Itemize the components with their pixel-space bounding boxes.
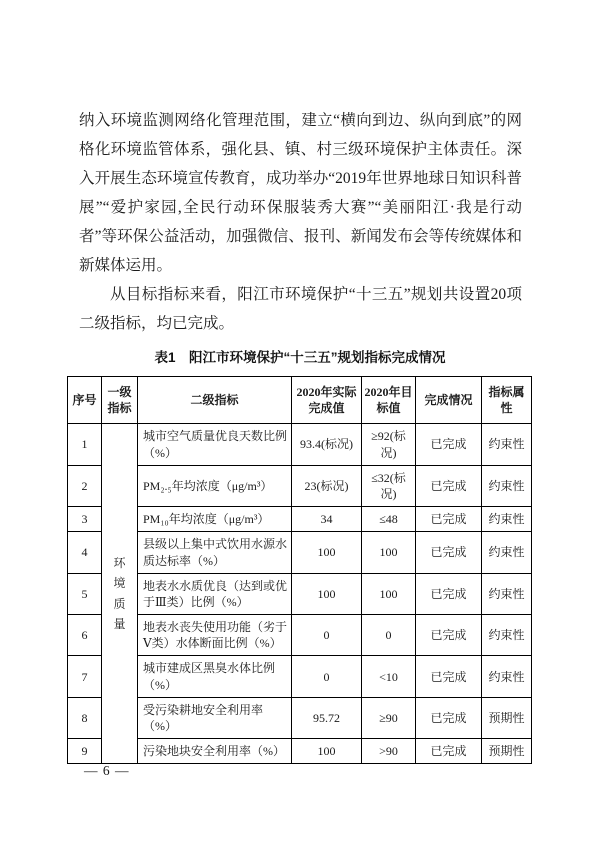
cell-no: 2 bbox=[68, 465, 102, 506]
cell-actual-value: 100 bbox=[292, 532, 362, 573]
cell-status: 已完成 bbox=[416, 465, 482, 506]
cell-attribute: 约束性 bbox=[482, 424, 532, 465]
cell-status: 已完成 bbox=[416, 507, 482, 532]
cell-status: 已完成 bbox=[416, 424, 482, 465]
cell-target-value: >90 bbox=[362, 739, 416, 764]
table-row bbox=[68, 507, 532, 532]
cell-status: 已完成 bbox=[416, 739, 482, 764]
cell-actual-value: 100 bbox=[292, 739, 362, 764]
cell-target-value: ≥92(标况) bbox=[362, 424, 416, 465]
cell-actual-value: 93.4(标况) bbox=[292, 424, 362, 465]
table-row bbox=[68, 615, 532, 656]
col-header-primary: 一级指标 bbox=[102, 377, 138, 424]
table-row bbox=[68, 573, 532, 614]
table-row bbox=[68, 697, 532, 738]
cell-no: 6 bbox=[68, 615, 102, 656]
table-row bbox=[68, 532, 532, 573]
cell-no: 3 bbox=[68, 507, 102, 532]
cell-status: 已完成 bbox=[416, 532, 482, 573]
cell-no: 9 bbox=[68, 739, 102, 764]
cell-no: 1 bbox=[68, 424, 102, 465]
cell-status: 已完成 bbox=[416, 656, 482, 697]
table-title: 表1 阳江市环境保护“十三五”规划指标完成情况 bbox=[154, 350, 446, 365]
table-row bbox=[68, 424, 532, 465]
cell-secondary-indicator: 地表水丧失使用功能（劣于Ⅴ类）水体断面比例（%） bbox=[138, 615, 292, 656]
cell-actual-value: 0 bbox=[292, 615, 362, 656]
cell-secondary-indicator: 受污染耕地安全利用率（%） bbox=[138, 697, 292, 738]
body-text-block bbox=[79, 106, 522, 338]
cell-actual-value: 95.72 bbox=[292, 697, 362, 738]
table-row bbox=[68, 465, 532, 506]
cell-attribute: 约束性 bbox=[482, 573, 532, 614]
cell-secondary-indicator: 县级以上集中式饮用水源水质达标率（%） bbox=[138, 532, 292, 573]
cell-actual-value: 23(标况) bbox=[292, 465, 362, 506]
cell-secondary-indicator: 污染地块安全利用率（%） bbox=[138, 739, 292, 764]
table-row bbox=[68, 739, 532, 764]
table-body bbox=[68, 424, 532, 764]
cell-status: 已完成 bbox=[416, 697, 482, 738]
cell-no: 5 bbox=[68, 573, 102, 614]
cell-target-value: 100 bbox=[362, 573, 416, 614]
primary-indicator-label: 环境质量 bbox=[113, 556, 126, 632]
cell-status: 已完成 bbox=[416, 573, 482, 614]
cell-attribute: 约束性 bbox=[482, 532, 532, 573]
cell-attribute: 预期性 bbox=[482, 697, 532, 738]
indicators-table bbox=[67, 376, 532, 764]
cell-status: 已完成 bbox=[416, 615, 482, 656]
table-header-row bbox=[68, 377, 532, 424]
cell-actual-value: 0 bbox=[292, 656, 362, 697]
cell-target-value: ≥90 bbox=[362, 697, 416, 738]
cell-secondary-indicator: PM₁₀年均浓度（μg/m³） bbox=[138, 507, 292, 532]
cell-target-value: ≤32(标况) bbox=[362, 465, 416, 506]
cell-target-value: 0 bbox=[362, 615, 416, 656]
cell-attribute: 约束性 bbox=[482, 507, 532, 532]
cell-primary-indicator bbox=[102, 424, 138, 764]
cell-target-value: <10 bbox=[362, 656, 416, 697]
col-header-secondary: 二级指标 bbox=[138, 377, 292, 424]
col-header-no: 序号 bbox=[68, 377, 102, 424]
col-header-attribute: 指标属性 bbox=[482, 377, 532, 424]
cell-target-value: 100 bbox=[362, 532, 416, 573]
col-header-target: 2020年目标值 bbox=[362, 377, 416, 424]
table-header bbox=[68, 377, 532, 424]
table-row bbox=[68, 656, 532, 697]
paragraph-1: 纳入环境监测网络化管理范围，建立“横向到边、纵向到底”的网格化环境监管体系，强化县、镇、村三级环境保护主体责任。深入开展生态环境宣传教育，成功举办“2019年世界地球日知识科普展”“爱护家园,全民行动环保服装秀大赛”“美丽阳江·我是行动者”等环保公益活动，加强微信、报刊、新闻发布会等传统媒体和新媒体运用。 bbox=[79, 112, 522, 274]
cell-secondary-indicator: 地表水水质优良（达到或优于Ⅲ类）比例（%） bbox=[138, 573, 292, 614]
cell-attribute: 约束性 bbox=[482, 465, 532, 506]
col-header-status: 完成情况 bbox=[416, 377, 482, 424]
col-header-actual: 2020年实际完成值 bbox=[292, 377, 362, 424]
cell-secondary-indicator: PM₂.₅年均浓度（μg/m³） bbox=[138, 465, 292, 506]
cell-actual-value: 34 bbox=[292, 507, 362, 532]
cell-secondary-indicator: 城市建成区黑臭水体比例（%） bbox=[138, 656, 292, 697]
cell-no: 7 bbox=[68, 656, 102, 697]
cell-secondary-indicator: 城市空气质量优良天数比例（%） bbox=[138, 424, 292, 465]
cell-attribute: 预期性 bbox=[482, 739, 532, 764]
paragraph-2: 从目标指标来看，阳江市环境保护“十三五”规划共设置20项二级指标，均已完成。 bbox=[79, 286, 522, 332]
cell-target-value: ≤48 bbox=[362, 507, 416, 532]
cell-attribute: 约束性 bbox=[482, 615, 532, 656]
cell-no: 8 bbox=[68, 697, 102, 738]
cell-actual-value: 100 bbox=[292, 573, 362, 614]
cell-attribute: 约束性 bbox=[482, 656, 532, 697]
page-number: — 6 — bbox=[84, 763, 130, 778]
cell-no: 4 bbox=[68, 532, 102, 573]
